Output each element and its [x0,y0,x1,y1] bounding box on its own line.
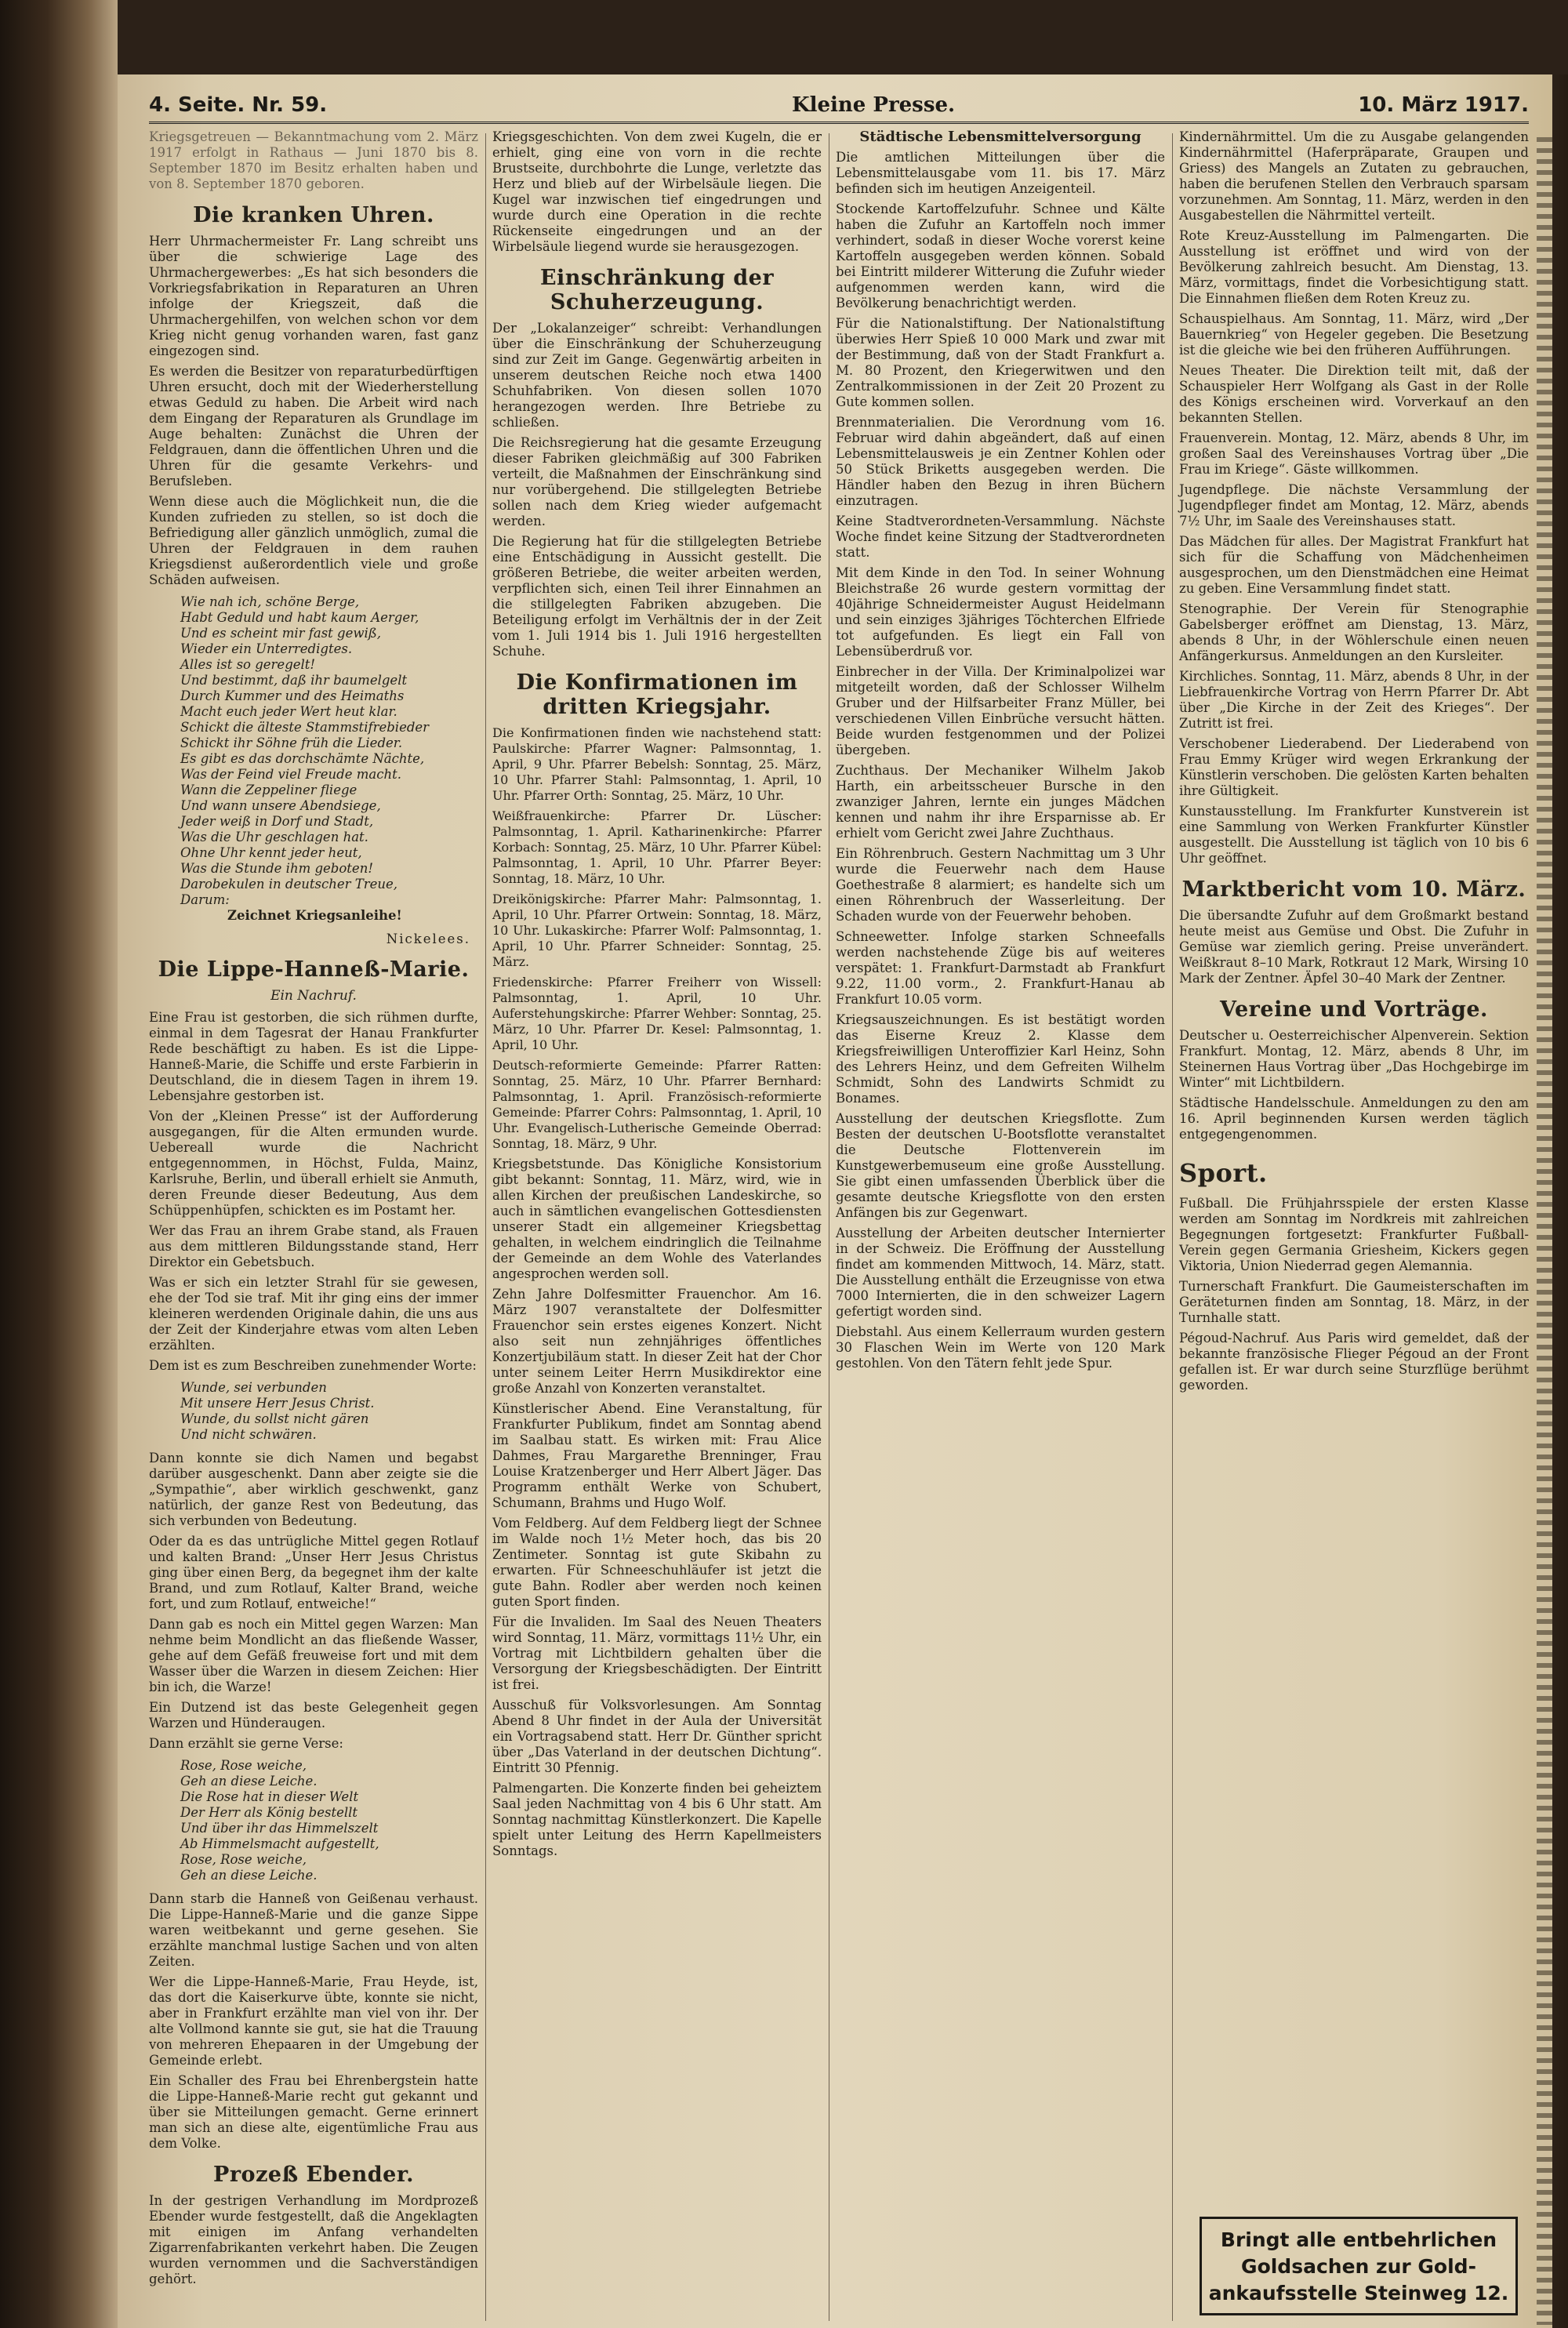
article-paragraph: Es werden die Besitzer von reparaturbedürftigen Uhren ersucht, doch mit der Wiederherstellung etwas Geduld zu haben. Die Arbeit wird nach dem Eingang der Reparaturen als Grundlage im Auge behalten: Zunächst die Uhren der Feldgrauen, dann die öffentlichen Uhren und die Uhren für die gesamte Verkehrs- und Berufsleben. [149,364,478,488]
news-item: Verschobener Liederabend. Der Liederabend von Frau Emmy Krüger wird wegen Erkrankung der Künstlerin verschoben. Die gelösten Karten behalten ihre Gültigkeit. [1179,736,1529,798]
article-title: Einschränkung der Schuherzeugung. [539,266,775,314]
article-paragraph: Deutsch-reformierte Gemeinde: Pfarrer Ratten: Sonntag, 25. März, 10 Uhr. Pfarrer Bernhard: Palmsonntag, 1. April. Französisch-reformierte Gemeinde: Pfarrer Cohrs: Palmsonntag, 1. April, 10 Uhr. Evangelisch-Lutherische Gemeinde Oberrad: Sonntag, 18. März, 9 Uhr. [492,1058,822,1151]
article-paragraph: Die Regierung hat für die stillgelegten Betriebe eine Entschädigung in Aussicht gestellt. Die größeren Betriebe, die weiter arbeiten werden, verpflichten sich, einen Teil ihrer Einnahmen an die stillgelegten Fabriken abzugeben. Die Beteiligung erfolgt im Verhältnis der in der Zeit vom 1. Juli 1914 bis 1. Juli 1916 hergestellten Schuhe. [492,534,822,659]
column-rule [1172,133,1173,2321]
article-paragraph: Weißfrauenkirche: Pfarrer Dr. Lüscher: Palmsonntag, 1. April. Katharinenkirche: Pfarrer Korbach: Sonntag, 25. März, 10 Uhr. Pfarrer Kübel: Palmsonntag, 1. April, 10 Uhr. Pfarrer Beyer: Sonntag, 18. März, 10 Uhr. [492,808,822,886]
poem-line: Und es scheint mir fast gewiß, [180,626,382,641]
article-paragraph: Ein Dutzend ist das beste Gelegenheit gegen Warzen und Hünderaugen. [149,1700,478,1731]
section-title: Marktbericht vom 10. März. [1181,877,1526,902]
section-heading: Städtische Lebensmittelversorgung [859,129,1142,145]
article-paragraph: Dreikönigskirche: Pfarrer Mahr: Palmsonntag, 1. April, 10 Uhr. Pfarrer Ortwein: Sonntag, 18. März, 10 Uhr. Lukaskirche: Pfarrer Wolf: Palmsonntag, 1. April, 10 Uhr. Pfarrer Schneider: Sonntag, 25. März. [492,892,822,969]
verse-line: Rose, Rose weiche, [180,1758,307,1773]
article-paragraph: Ein Schaller des Frau bei Ehrenbergstein hatte die Lippe-Hanneß-Marie recht gut gekannt und über sie Mitteilungen gemacht. Gerne erinnert man sich an diese alte, eigentümliche Frau aus dem Volke. [149,2073,478,2151]
article-title: Die Konfirmationen im dritten Kriegsjahr. [516,670,798,719]
masthead: Kleine Presse. [792,93,956,117]
poem-line: Habt Geduld und habt kaum Aerger, [180,610,419,625]
article-paragraph: Dann konnte sie dich Namen und begabst darüber ausgeschenkt. Dann aber zeigte sie die „Sympathie“, aber wirklich geschwenkt, ganz natürlich, der ganze Rest von Bedeutung, das sich verbunden von Bedeutung. [149,1451,478,1528]
news-item: Schneewetter. Infolge starken Schneefalls werden nachstehende Züge bis auf weiteres verspätet: 1. Frankfurt-Darmstadt ab Frankfurt 9.22, 11.00 vorm., 2. Frankfurt-Hanau ab Frankfurt 10.05 vorm. [836,929,1165,1007]
article-paragraph: Die Reichsregierung hat die gesamte Erzeugung dieser Fabriken gleichmäßig auf 300 Fabriken verteilt, die Maßnahmen der Einschränkung sind nur vorübergehend. Die stillgelegten Betriebe sollen nach dem Krieg wieder aufgemacht werden. [492,435,822,528]
verse-line: Ab Himmelsmacht aufgestellt, [180,1836,379,1851]
article-paragraph: In der gestrigen Verhandlung im Mordprozeß Ebender wurde festgestellt, daß die Angeklagten mit einigen im Anfang verhandelten Zigarrenfabrikanten verkehrt haben. Die Zeugen wurden vernommen und die Sachverständigen gehört. [149,2193,478,2286]
news-item: Schauspielhaus. Am Sonntag, 11. März, wird „Der Bauernkrieg“ von Hegeler gegeben. Die Besetzung ist die gleiche wie bei den früheren Aufführungen. [1179,311,1529,358]
news-item: Ausschuß für Volksvorlesungen. Am Sonntag Abend 8 Uhr findet in der Aula der Universität ein Vortragsabend statt. Herr Dr. Günther spricht über „Das Vaterland in der deutschen Dichtung“. Eintritt 30 Pfennig. [492,1698,822,1775]
section-title: Sport. [1179,1158,1268,1188]
verse-line: Die Rose hat in dieser Welt [180,1789,359,1804]
verse-line: Wunde, du sollst nicht gären [180,1411,369,1426]
article-paragraph: Eine Frau ist gestorben, die sich rühmen durfte, einmal in dem Tagesrat der Hanau Frankfurter Rede beschäftigt zu haben. Es ist die Lippe-Hanneß-Marie, die Schiffe und erste Farbierin in Deutschland, die in diesem Tagen in ihrem 19. Lebensjahre gestorben ist. [149,1010,478,1103]
news-item: Stenographie. Der Verein für Stenographie Gabelsberger eröffnet am Dienstag, 13. März, abends 8 Uhr, in der Wöhlerschule einen neuen Anfängerkursus. Anmeldungen an den Kursleiter. [1179,601,1529,663]
article-title: Die kranken Uhren. [193,203,434,227]
poem-line: Darum: [180,892,230,907]
article-paragraph: Wer die Lippe-Hanneß-Marie, Frau Heyde, ist, das dort die Kaiserkurve übte, konnte sie nicht, aber in Frankfurt erzählte man viel von ihr. Der alte Vollmond kannte sie gut, sie hat die Trauung von mehreren Ehepaaren in der Umgebung der Gemeinde erlebt. [149,1974,478,2068]
page-number: 4. Seite. Nr. 59. [149,93,328,117]
book-binding [0,0,118,2328]
page-header [149,90,1529,124]
article-paragraph: Was er sich ein letzter Strahl für sie gewesen, ehe der Tod sie traf. Mit ihr ging eins der immer kleineren werdenden Originale dahin, die uns aus der Zeit der Kinderjahre etwas vom alten Leben erzählten. [149,1275,478,1353]
poem-line: Wie nah ich, schöne Berge, [180,594,360,609]
poem-line: Ohne Uhr kennt jeder heut, [180,845,362,860]
article-paragraph: Der „Lokalanzeiger“ schreibt: Verhandlungen über die Einschränkung der Schuherzeugung sind zur Zeit im Gange. Gegenwärtig arbeiten in unserem deutschen Reiche noch etwa 1400 Schuhfabriken. Von diesen sollen 1070 herangezogen werden. Ihre Betriebe zu schließen. [492,321,822,430]
poem-line: Darobekulen in deutscher Treue, [180,877,398,892]
poem-line: Was die Stunde ihm geboten! [180,861,373,876]
poem-line: Und wann unsere Abendsiege, [180,798,381,813]
article-paragraph: Keine Stadtverordneten-Versammlung. Nächste Woche findet keine Sitzung der Stadtverordneten statt. [836,514,1165,560]
article-title: Die Lippe-Hanneß-Marie. [158,957,470,982]
poem-line: Wann die Zeppeliner fliege [180,783,358,797]
verse-line: Geh an diese Leiche. [180,1774,318,1789]
news-item: Ausstellung der deutschen Kriegsflotte. Zum Besten der deutschen U-Bootsflotte veranstaltet die Deutsche Flottenverein im Kunstgewerbemuseum eine große Ausstellung. Sie gibt einen umfassenden Überblick über die gesamte deutsche Kriegsflotte von den ersten Anfängen bis zur Gegenwart. [836,1111,1165,1220]
news-item: Kunstausstellung. Im Frankfurter Kunstverein ist eine Sammlung von Werken Frankfurter Künstler ausgestellt. Die Ausstellung ist täglich von 10 bis 6 Uhr geöffnet. [1179,804,1529,866]
ad-line: Bringt alle entbehrlichen [1220,2228,1497,2251]
verse-line: Geh an diese Leiche. [180,1868,318,1883]
poem-line: Was der Feind viel Freude macht. [180,767,401,782]
article-paragraph: Die übersandte Zufuhr auf dem Großmarkt bestand heute meist aus Gemüse und Obst. Die Zufuhr in Gemüse war ziemlich gering. Preise unverändert. Weißkraut 8–10 Mark, Rotkraut 12 Mark, Wirsing 10 Mark der Zentner. Äpfel 30–40 Mark der Zentner. [1179,908,1529,986]
verse-line: Und über ihr das Himmelszelt [180,1821,379,1836]
article-paragraph: Turnerschaft Frankfurt. Die Gaumeisterschaften im Geräteturnen finden am Sonntag, 18. März, in der Turnhalle statt. [1179,1279,1529,1325]
article-paragraph: Brennmaterialien. Die Verordnung vom 16. Februar wird dahin abgeändert, daß auf einen Lebensmittelausweis je ein Zentner Kohlen oder 50 Stück Briketts ausgegeben werden. Die Händler haben den Bezug in ihren Büchern einzutragen. [836,415,1165,508]
article-subtitle: Ein Nachruf. [270,988,357,1004]
news-item: Zuchthaus. Der Mechaniker Wilhelm Jakob Harth, ein arbeitsscheuer Bursche in den zwanziger Jahren, lernte ein junges Mädchen kennen und nahm ihr ihre Ersparnisse ab. Er erhielt vom Gericht zwei Jahre Zuchthaus. [836,763,1165,841]
verse-line: Und nicht schwären. [180,1427,317,1442]
verse-line: Rose, Rose weiche, [180,1852,307,1867]
poem-line: Und bestimmt, daß ihr baumelgelt [180,673,408,688]
news-item: Jugendpflege. Die nächste Versammlung der Jugendpfleger findet am Montag, 12. März, abends 7½ Uhr, im Saale des Vereinshauses statt. [1179,482,1529,528]
article-paragraph: Oder da es das untrügliche Mittel gegen Rotlauf und kalten Brand: „Unser Herr Jesus Christus ging über einen Berg, da begegnet ihm der kalte Brand, und zum Rotlauf, Kalter Brand, weiche fort, und zum Rotlauf, entweiche!“ [149,1534,478,1611]
adjacent-page-edge [1537,137,1552,2325]
news-item: Kindernährmittel. Um die zu Ausgabe gelangenden Kindernährmittel (Haferpräparate, Graupen und Griess) des Mangels an Zutaten zu gebrauchen, haben die berufenen Stellen den Verbrauch sparsam vorzunehmen. Am Sonntag, 11. März, werden in den Ausgabestellen die Nährmittel verteilt. [1179,129,1529,223]
article-paragraph: Kriegsgeschichten. Von dem zwei Kugeln, die er erhielt, ging eine von vorn in die rechte Brustseite, durchbohrte die Lunge, verletzte das Herz und blieb auf der Wirbelsäule liegen. Die Kugel war inzwischen tief eingedrungen und wurde durch eine Operation in die rechte Rückenseite eingedrungen und an der Wirbelsäule liegend wurde sie herausgezogen. [492,129,822,254]
column-4 [1179,129,1529,1398]
poem-line: Es gibt es das dorchschämte Nächte, [180,751,425,766]
poem-line: Wieder ein Unterredigtes. [180,641,353,656]
news-item: Palmengarten. Die Konzerte finden bei geheiztem Saal jeden Nachmittag von 4 bis 6 Uhr statt. Am Sonntag nachmittag Künstlerkonzert. Die Kapelle spielt unter Leitung des Herrn Kapellmeisters Sonntags. [492,1781,822,1858]
news-item: Kriegsbetstunde. Das Königliche Konsistorium gibt bekannt: Sonntag, 11. März, wird, wie in allen Kirchen der preußischen Landeskirche, so auch in sämtlichen evangelischen Gottesdiensten unserer Stadt ein allgemeiner Kriegsbettag gehalten, in welchem eindringlich die Teilnahme der Gemeinde an dem Wohle des Vaterlandes angesprochen werden soll. [492,1157,822,1281]
newspaper-page [118,74,1552,2328]
article-paragraph: Stockende Kartoffelzufuhr. Schnee und Kälte haben die Zufuhr an Kartoffeln noch immer verhindert, sodaß in dieser Woche vorerst keine Kartoffeln ausgegeben werden können. Sobald bei Eintritt milderer Witterung die Zufuhr wieder aufgenommen werden kann, wird die Bevölkerung benachrichtigt werden. [836,202,1165,311]
news-item: Künstlerischer Abend. Eine Veranstaltung, für Frankfurter Publikum, findet am Sonntag abend im Saalbau statt. Es wirken mit: Frau Alice Dahmes, Frau Margarethe Brenninger, Frau Louise Kratzenberger und Herr Albert Jäger. Das Programm enthält Werke von Schubert, Schumann, Brahms und Hugo Wolf. [492,1401,822,1510]
news-item: Kriegsauszeichnungen. Es ist bestätigt worden das Eiserne Kreuz 2. Klasse dem Kriegsfreiwilligen Unteroffizier Karl Heinz, Sohn des Lehrers Heinz, und dem Gefreiten Wilhelm Schmidt, Sohn des Landwirts Schmidt zu Bonames. [836,1012,1165,1106]
verse-line: Wunde, sei verbunden [180,1380,327,1395]
poem-line: Was die Uhr geschlagen hat. [180,830,368,844]
verse-line: Der Herr als König bestellt [180,1805,358,1820]
poem-line: Durch Kummer und des Heimaths [180,688,405,703]
article-paragraph: Deutscher u. Oesterreichischer Alpenverein. Sektion Frankfurt. Montag, 12. März, abends 8 Uhr, im Steinernen Haus Vortrag über „Das Hochgebirge im Winter“ mit Lichtbildern. [1179,1028,1529,1090]
article-paragraph: Städtische Handelsschule. Anmeldungen zu den am 16. April beginnenden Kursen werden täglich entgegengenommen. [1179,1095,1529,1142]
article-paragraph: Die Konfirmationen finden wie nachstehend statt: Paulskirche: Pfarrer Wagner: Palmsonntag, 1. April, 9 Uhr. Pfarrer Bebelsh: Sonntag, 25. März, 10 Uhr. Pfarrer Stahl: Palmsonntag, 1. April, 10 Uhr. Pfarrer Orth: Sonntag, 25. März, 10 Uhr. [492,725,822,803]
column-rule [485,133,486,2321]
gold-ad-box [1200,2217,1518,2315]
poem-motto: Zeichnet Kriegsanleihe! [227,908,402,923]
page-edge-shadow [1552,74,1568,2328]
article-paragraph: Dann gab es noch ein Mittel gegen Warzen: Man nehme beim Mondlicht an das fließende Wasser, gehe auf dem Gefäß freuweise fort und mit dem Wasser über die Warzen in diesem Zeichen: Hier bin ich, die Warze! [149,1617,478,1694]
column-2 [492,129,822,1864]
issue-date: 10. März 1917. [1358,93,1529,117]
ad-line: ankaufsstelle Steinweg 12. [1208,2282,1509,2304]
poem-line: Jeder weiß in Dorf und Stadt, [180,814,374,829]
news-item: Vom Feldberg. Auf dem Feldberg liegt der Schnee im Walde noch 1½ Meter hoch, das bis 20 Zentimeter. Sonntag ist gute Skibahn zu erwarten. Für Schneeschuhläufer ist jetzt die gute Bahn. Rodler aber werden noch keinen guten Sport finden. [492,1516,822,1609]
section-title: Vereine und Vorträge. [1220,997,1488,1022]
article-paragraph: Friedenskirche: Pfarrer Freiherr von Wissell: Palmsonntag, 1. April, 10 Uhr. Auferstehungskirche: Pfarrer Wehber: Sonntag, 25. März, 10 Uhr. Pfarrer Dr. Kesel: Palmsonntag, 1. April, 10 Uhr. [492,975,822,1052]
article-paragraph: Dann erzählt sie gerne Verse: [149,1736,343,1751]
news-item: Das Mädchen für alles. Der Magistrat Frankfurt hat sich für die Schaffung von Mädchenheimen ausgesprochen, um den Dienstmädchen eine Heimat zu geben. Eine Versammlung findet statt. [1179,534,1529,596]
article-paragraph: Pégoud-Nachruf. Aus Paris wird gemeldet, daß der bekannte französische Flieger Pégoud an der Front gefallen ist. Er war durch seine Sturzflüge berühmt geworden. [1179,1331,1529,1393]
ad-line: Goldsachen zur Gold- [1241,2255,1476,2278]
news-item: Einbrecher in der Villa. Der Kriminalpolizei war mitgeteilt worden, daß der Schlosser Wilhelm Gruber und der Hilfsarbeiter Franz Müller, bei verschiedenen Villen Einbrüche versucht hätten. Beide wurden festgenommen und der Polizei übergeben. [836,664,1165,757]
verse [180,1758,478,1883]
news-item: Mit dem Kinde in den Tod. In seiner Wohnung Bleichstraße 26 wurde gestern vormittag der 40jährige Schneidermeister August Heidelmann und sein einziges 3jähriges Töchterchen Elfriede tot aufgefunden. Es liegt ein Fall von Lebensüberdruß vor. [836,565,1165,659]
verse-line: Mit unsere Herr Jesus Christ. [180,1396,375,1411]
article-paragraph: Von der „Kleinen Presse“ ist der Aufforderung ausgegangen, für die Alten ermunden wurde. Uebereall wurde die Nachricht entgegennommen, in Höchst, Fulda, Mainz, Karlsruhe, Berlin, und überall erhielt sie Anmuth, deren Freunde dieser Bedeutung, Aus dem Schüppenhüpfen, schickten es im Postamt her. [149,1109,478,1218]
verse [180,1380,478,1443]
column-1 [149,129,478,2292]
news-item: Rote Kreuz-Ausstellung im Palmengarten. Die Ausstellung ist eröffnet und wird von der Bevölkerung zahlreich besucht. Am Dienstag, 13. März, vormittags, findet die Vorbesichtigung statt. Die Einnahmen fließen dem Roten Kreuz zu. [1179,228,1529,306]
column-3 [836,129,1165,1376]
poem-line: Macht euch jeder Wert heut klar. [180,704,397,719]
article-paragraph: Wer das Frau an ihrem Grabe stand, als Frauen aus dem mittleren Bildungsstande stand, Herr Direktor ein Gebetsbuch. [149,1223,478,1269]
poem-line: Schickt ihr Söhne früh die Lieder. [180,735,403,750]
news-item: Kirchliches. Sonntag, 11. März, abends 8 Uhr, in der Liebfrauenkirche Vortrag von Herrn Pfarrer Dr. Abt über „Die Kirche in der Zeit des Krieges“. Der Zutritt ist frei. [1179,669,1529,731]
poem-author: Nickelees. [386,932,470,946]
poem-line: Alles ist so geregelt! [180,657,316,672]
article-paragraph: Wenn diese auch die Möglichkeit nun, die die Kunden zufrieden zu stellen, so ist doch die Befriedigung aller gänzlich unmöglich, zumal die Uhren der Feldgrauen in dem rauhen Kriegsdienst außerordentlich viele und große Schäden aufweisen. [149,494,478,587]
news-item: Neues Theater. Die Direktion teilt mit, daß der Schauspieler Herr Wolfgang als Gast in der Rolle des Königs erscheinen wird. Vorverkauf an den bekannten Stellen. [1179,363,1529,425]
article-paragraph: Herr Uhrmachermeister Fr. Lang schreibt uns über die schwierige Lage des Uhrmachergewerbes: „Es hat sich besonders die Vorkriegsfabrikation in Reparaturen an Uhren infolge der Kriegszeit, daß die Uhrmachergehilfen, von welchen schon vor dem Krieg nicht genug vorhanden waren, fast ganz eingezogen sind. [149,234,478,358]
news-item: Frauenverein. Montag, 12. März, abends 8 Uhr, im großen Saal des Vereinshauses Vortrag über „Die Frau im Kriege“. Gäste willkommen. [1179,430,1529,477]
article-paragraph: Dann starb die Hanneß von Geißenau verhaust. Die Lippe-Hanneß-Marie und die ganze Sippe waren weitbekannt und gerne gesehen. Sie erzählte manchmal lustige Sachen und von alten Zeiten. [149,1891,478,1969]
article-paragraph: Die amtlichen Mitteilungen über die Lebensmittelausgabe vom 11. bis 17. März befinden sich im heutigen Anzeigenteil. [836,150,1165,196]
news-item: Diebstahl. Aus einem Kellerraum wurden gestern 30 Flaschen Wein im Werte von 120 Mark gestohlen. Von den Tätern fehlt jede Spur. [836,1324,1165,1371]
news-item: Für die Invaliden. Im Saal des Neuen Theaters wird Sonntag, 11. März, vormittags 11½ Uhr, ein Vortrag mit Lichtbildern gehalten über die Versorgung der Kriegsbeschädigten. Der Eintritt ist frei. [492,1614,822,1692]
intro-paragraph: Kriegsgetreuen — Bekanntmachung vom 2. März 1917 erfolgt in Rathaus — Juni 1870 bis 8. September 1870 im Besitz erhalten haben und von 8. September 1870 geboren. [149,129,478,191]
poem-line: Schickt die älteste Stammstifrebieder [180,720,430,735]
article-paragraph: Für die Nationalstiftung. Der Nationalstiftung überwies Herr Spieß 10 000 Mark und zwar mit der Bestimmung, daß von der Stadt Frankfurt a. M. 80 Prozent, den Kriegerwitwen und den Zentralkommissionen in der Zeit 20 Prozent zu Gute kommen sollen. [836,316,1165,409]
poem [180,594,478,924]
article-paragraph: Fußball. Die Frühjahrsspiele der ersten Klasse werden am Sonntag im Nordkreis mit zahlreichen Begegnungen fortgesetzt: Frankfurter Fußball-Verein gegen Germania Griesheim, Kickers gegen Viktoria, Union Niederrad gegen Alemannia. [1179,1196,1529,1273]
news-item: Zehn Jahre Dolfesmitter Frauenchor. Am 16. März 1907 veranstaltete der Dolfesmitter Frauenchor sein erstes eigenes Konzert. Nicht also seit nun zehnjähriges öffentliches Konzertjubiläum statt. In dieser Zeit hat der Chor unter seinem Leiter Herrn Musikdirektor eine große Anzahl von Konzerten veranstaltet. [492,1287,822,1396]
article-title: Prozeß Ebender. [213,2163,414,2187]
news-item: Ausstellung der Arbeiten deutscher Internierter in der Schweiz. Die Eröffnung der Ausstellung findet am kommenden Mittwoch, 14. März, statt. Die Ausstellung enthält die Erzeugnisse von etwa 7000 Internierten, die in den schweizer Lagern gefertigt worden sind. [836,1226,1165,1319]
article-paragraph: Dem ist es zum Beschreiben zunehmender Worte: [149,1358,477,1373]
news-item: Ein Röhrenbruch. Gestern Nachmittag um 3 Uhr wurde die Feuerwehr nach dem Hause Goethestraße 8 alarmiert; es handelte sich um einen Röhrenbruch der Wasserleitung. Der Schaden wurde von der Feuerwehr behoben. [836,846,1165,924]
